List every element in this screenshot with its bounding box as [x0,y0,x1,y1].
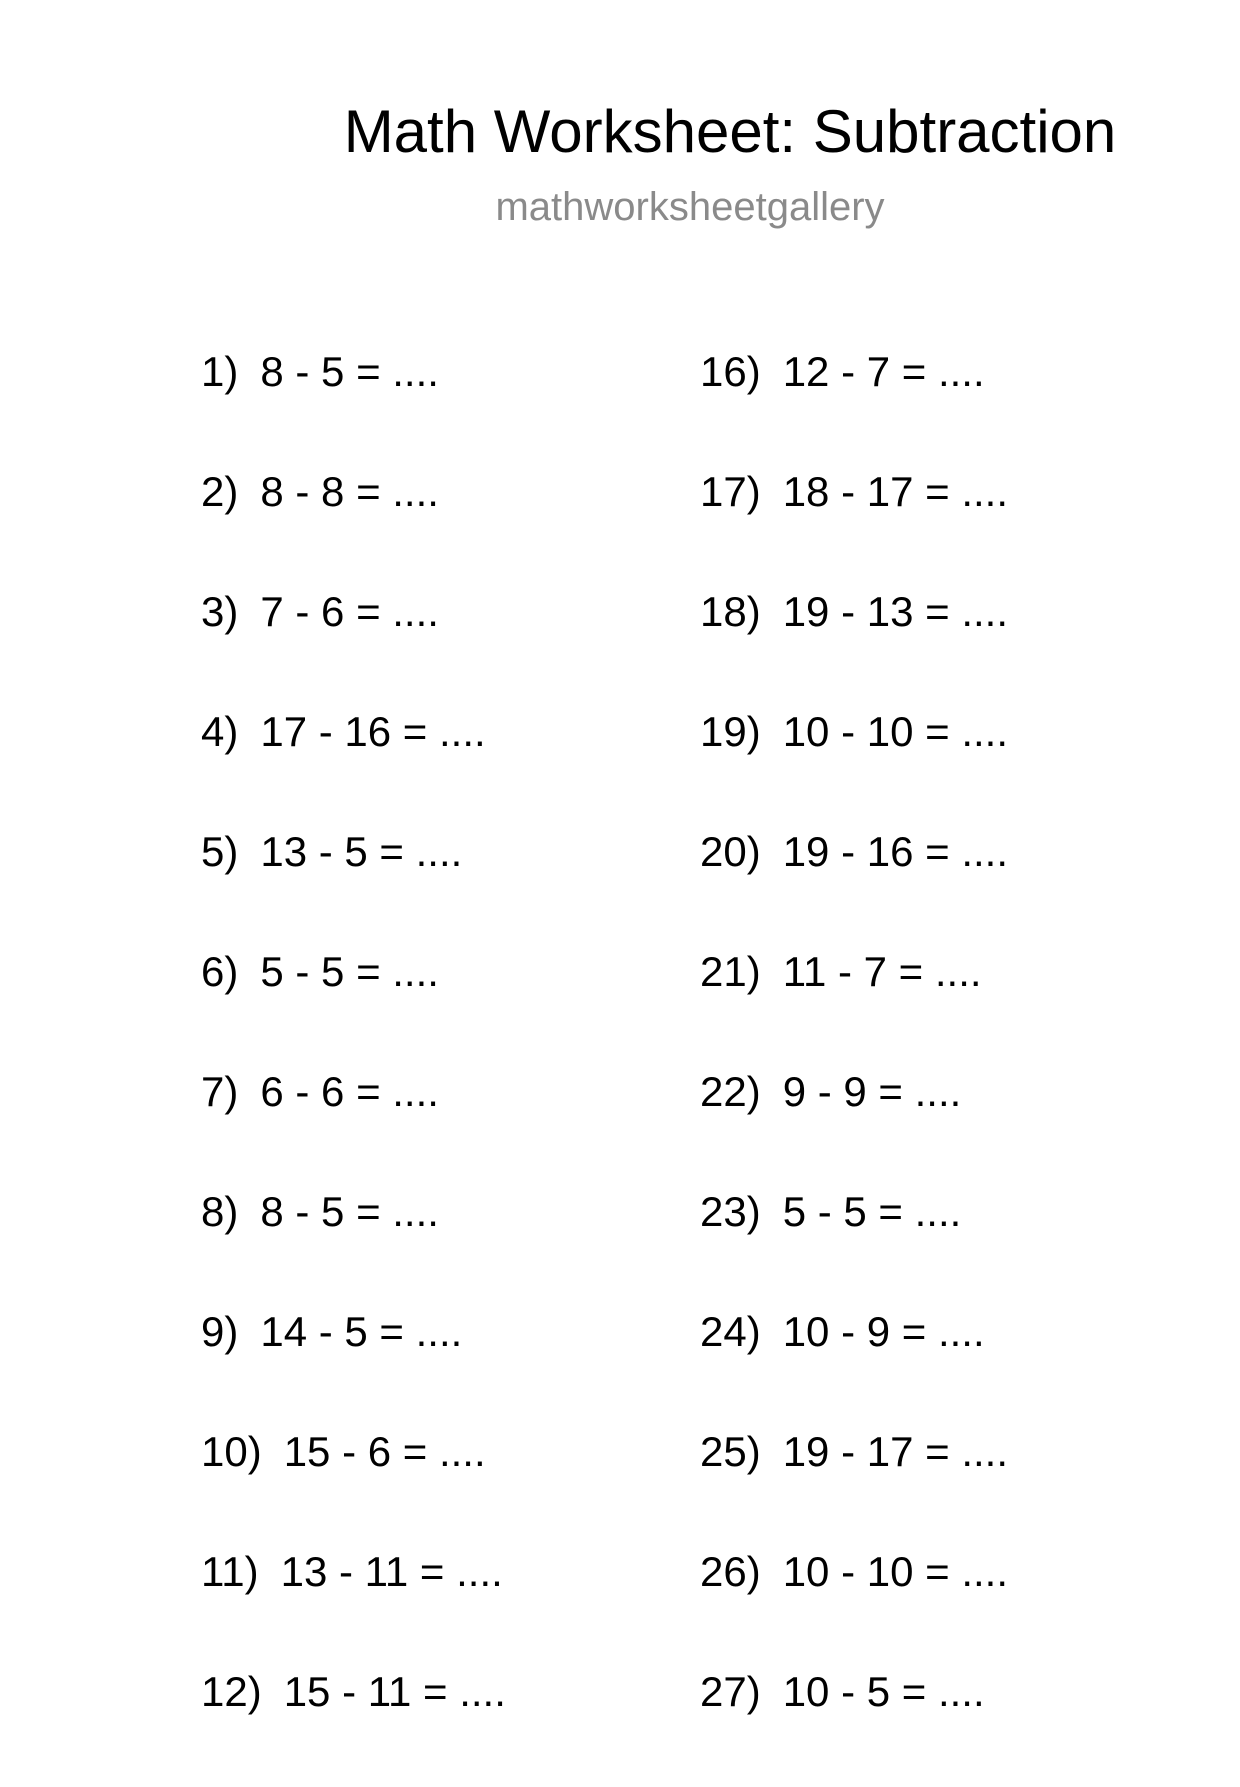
problem-item [201,1187,506,1307]
problem-item [700,947,1008,1067]
problem-number: 27) [700,1668,761,1715]
problem-expression: 12 - 7 = .... [782,348,985,395]
problem-expression: 10 - 5 = .... [782,1668,985,1715]
problem-item [201,947,506,1067]
page-subtitle: mathworksheetgallery [495,185,885,229]
problem-expression: 5 - 5 = .... [260,948,439,995]
problem-expression: 13 - 11 = .... [280,1548,503,1595]
problem-number: 10) [201,1428,262,1475]
problem-expression: 10 - 9 = .... [782,1308,985,1355]
problem-expression: 13 - 5 = .... [260,828,463,875]
problem-number: 19) [700,708,761,755]
problem-number: 1) [201,348,239,395]
problem-item [201,1547,506,1667]
problem-number: 12) [201,1668,262,1715]
problem-expression: 14 - 5 = .... [260,1308,463,1355]
problem-number: 25) [700,1428,761,1475]
problem-number: 9) [201,1308,239,1355]
problem-item [700,1427,1008,1547]
problem-number: 26) [700,1548,761,1595]
problem-item [201,467,506,587]
problem-expression: 5 - 5 = .... [782,1188,962,1235]
problem-item [201,347,506,467]
problem-expression: 19 - 13 = .... [782,588,1009,635]
problem-expression: 8 - 8 = .... [260,468,439,515]
problem-number: 7) [201,1068,239,1115]
problem-item [201,1307,506,1427]
problem-number: 24) [700,1308,761,1355]
problem-column-left [201,347,506,1787]
problem-item [700,347,1008,467]
problem-number: 6) [201,948,239,995]
problem-item [700,1547,1008,1667]
problem-expression: 15 - 6 = .... [283,1428,486,1475]
problem-number: 2) [201,468,239,515]
problem-expression: 10 - 10 = .... [782,708,1009,755]
problem-item [700,1667,1008,1787]
problem-expression: 17 - 16 = .... [260,708,486,755]
problem-number: 17) [700,468,761,515]
problem-item [201,587,506,707]
problem-item [201,1667,506,1787]
problem-expression: 6 - 6 = .... [260,1068,439,1115]
problem-number: 11) [201,1548,259,1595]
problem-item [201,707,506,827]
problem-number: 21) [700,948,761,995]
problem-number: 23) [700,1188,761,1235]
problem-expression: 10 - 10 = .... [782,1548,1009,1595]
problem-item [700,1307,1008,1427]
problem-number: 22) [700,1068,761,1115]
problem-column-right [700,347,1008,1787]
problem-expression: 15 - 11 = .... [283,1668,506,1715]
problem-number: 8) [201,1188,239,1235]
problem-item [700,587,1008,707]
problem-expression: 8 - 5 = .... [260,1188,439,1235]
problem-item [700,467,1008,587]
problem-expression: 9 - 9 = .... [782,1068,962,1115]
problem-number: 16) [700,348,761,395]
problem-expression: 8 - 5 = .... [260,348,439,395]
problem-number: 3) [201,588,239,635]
problem-expression: 19 - 16 = .... [782,828,1009,875]
problem-item [201,1427,506,1547]
problem-expression: 19 - 17 = .... [782,1428,1009,1475]
problem-item [700,827,1008,947]
problem-item [201,1067,506,1187]
problem-item [700,1067,1008,1187]
problem-expression: 11 - 7 = .... [782,948,982,995]
problem-number: 4) [201,708,239,755]
problem-number: 20) [700,828,761,875]
problem-number: 18) [700,588,761,635]
problem-item [700,1187,1008,1307]
problem-item [700,707,1008,827]
problem-item [201,827,506,947]
page-title: Math Worksheet: Subtraction [343,98,1117,165]
problem-expression: 7 - 6 = .... [260,588,439,635]
problem-expression: 18 - 17 = .... [782,468,1009,515]
problem-number: 5) [201,828,239,875]
